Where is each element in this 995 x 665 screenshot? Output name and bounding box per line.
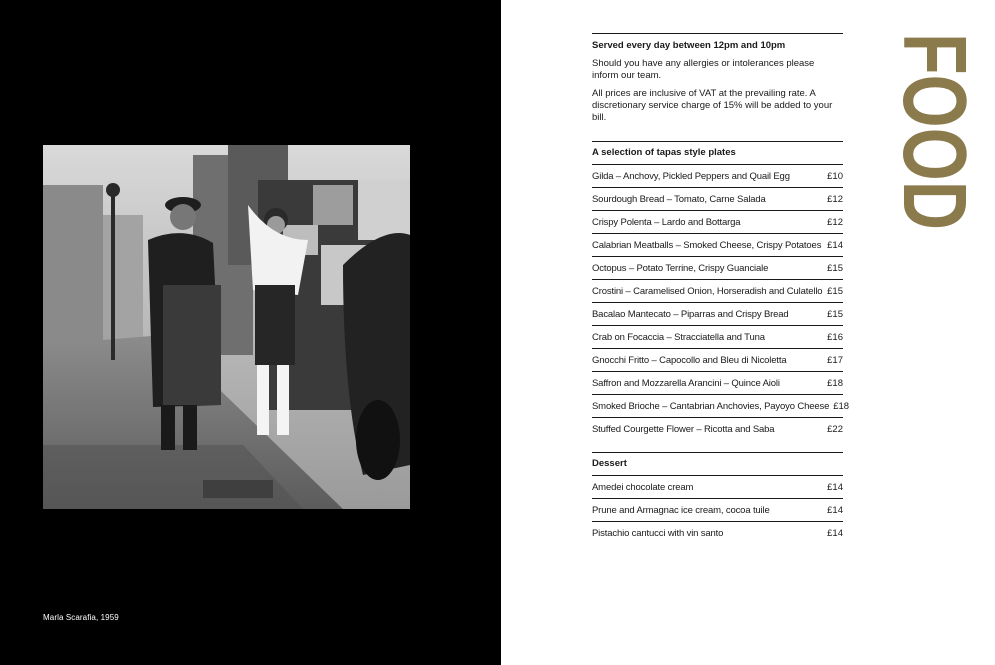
- menu-item-price: £22: [827, 423, 843, 435]
- menu-item-name: Gnocchi Fritto – Capocollo and Bleu di Nicoletta: [592, 354, 787, 366]
- menu-item: [592, 234, 843, 257]
- menu-item-price: £15: [827, 262, 843, 274]
- tapas-heading: A selection of tapas style plates: [592, 141, 843, 165]
- tapas-items: [592, 165, 850, 440]
- menu-item-price: £12: [827, 193, 843, 205]
- dessert-items: [592, 476, 843, 544]
- menu-item-name: Amedei chocolate cream: [592, 481, 694, 493]
- street-scene-image: [43, 145, 410, 509]
- menu-item-price: £14: [827, 504, 843, 516]
- menu-item-name: Calabrian Meatballs – Smoked Cheese, Crispy Potatoes: [592, 239, 822, 251]
- service-hours-heading: Served every day between 12pm and 10pm: [592, 40, 786, 51]
- dessert-section: [592, 452, 843, 544]
- menu-item-price: £14: [827, 527, 843, 539]
- menu-item: [592, 165, 843, 188]
- menu-item-price: £15: [827, 285, 843, 297]
- menu-item-name: Octopus – Potato Terrine, Crispy Guanciale: [592, 262, 769, 274]
- menu-item-price: £16: [827, 331, 843, 343]
- vat-note: All prices are inclusive of VAT at the prevailing rate. A discretionary service charge of 15% will be added to your bill.: [592, 88, 833, 123]
- menu-item: [592, 476, 843, 499]
- menu-item-price: £15: [827, 308, 843, 320]
- allergy-note: Should you have any allergies or intolerances please inform our team.: [592, 58, 815, 81]
- menu-item: [592, 349, 843, 372]
- menu-item-price: £10: [827, 170, 843, 182]
- menu-item: [592, 326, 843, 349]
- menu-item-name: Pistachio cantucci with vin santo: [592, 527, 724, 539]
- menu-item: [592, 280, 843, 303]
- food-title: [873, 33, 984, 293]
- menu-item-name: Crispy Polenta – Lardo and Bottarga: [592, 216, 741, 228]
- menu-item: [592, 211, 843, 234]
- menu-item-name: Sourdough Bread – Tomato, Carne Salada: [592, 193, 766, 205]
- menu-item-price: £14: [827, 481, 843, 493]
- menu-item-price: £18: [827, 377, 843, 389]
- dessert-heading: Dessert: [592, 452, 843, 476]
- menu-item: [592, 188, 843, 211]
- menu-item: [592, 418, 843, 440]
- menu-item: [592, 522, 843, 544]
- menu-item: [592, 395, 850, 418]
- menu-item: [592, 303, 843, 326]
- menu-item-price: £18: [833, 400, 850, 412]
- intro-section: [592, 33, 843, 141]
- menu-item-name: Crab on Focaccia – Stracciatella and Tuna: [592, 331, 765, 343]
- menu-item-name: Saffron and Mozzarella Arancini – Quince Aioli: [592, 377, 780, 389]
- menu-item-name: Gilda – Anchovy, Pickled Peppers and Quail Egg: [592, 170, 790, 182]
- menu-item-price: £14: [827, 239, 843, 251]
- menu-item: [592, 257, 843, 280]
- menu-item-price: £12: [827, 216, 843, 228]
- menu-item-name: Crostini – Caramelised Onion, Horseradish and Culatello: [592, 285, 823, 297]
- menu-item-price: £17: [827, 354, 843, 366]
- menu-item-name: Prune and Armagnac ice cream, cocoa tuile: [592, 504, 770, 516]
- archival-photograph: [43, 145, 410, 509]
- menu-list: [592, 33, 850, 544]
- food-title-text: FOOD: [884, 33, 984, 293]
- tapas-section: [592, 141, 850, 440]
- menu-item: [592, 372, 843, 395]
- menu-item-name: Smoked Brioche – Cantabrian Anchovies, Payoyo Cheese: [592, 400, 830, 412]
- menu-item-name: Stuffed Courgette Flower – Ricotta and Saba: [592, 423, 775, 435]
- menu-item: [592, 499, 843, 522]
- food-title-vertical: [873, 33, 984, 293]
- photo-caption: Marla Scarafia, 1959: [43, 613, 119, 622]
- menu-item-name: Bacalao Mantecato – Piparras and Crispy Bread: [592, 308, 789, 320]
